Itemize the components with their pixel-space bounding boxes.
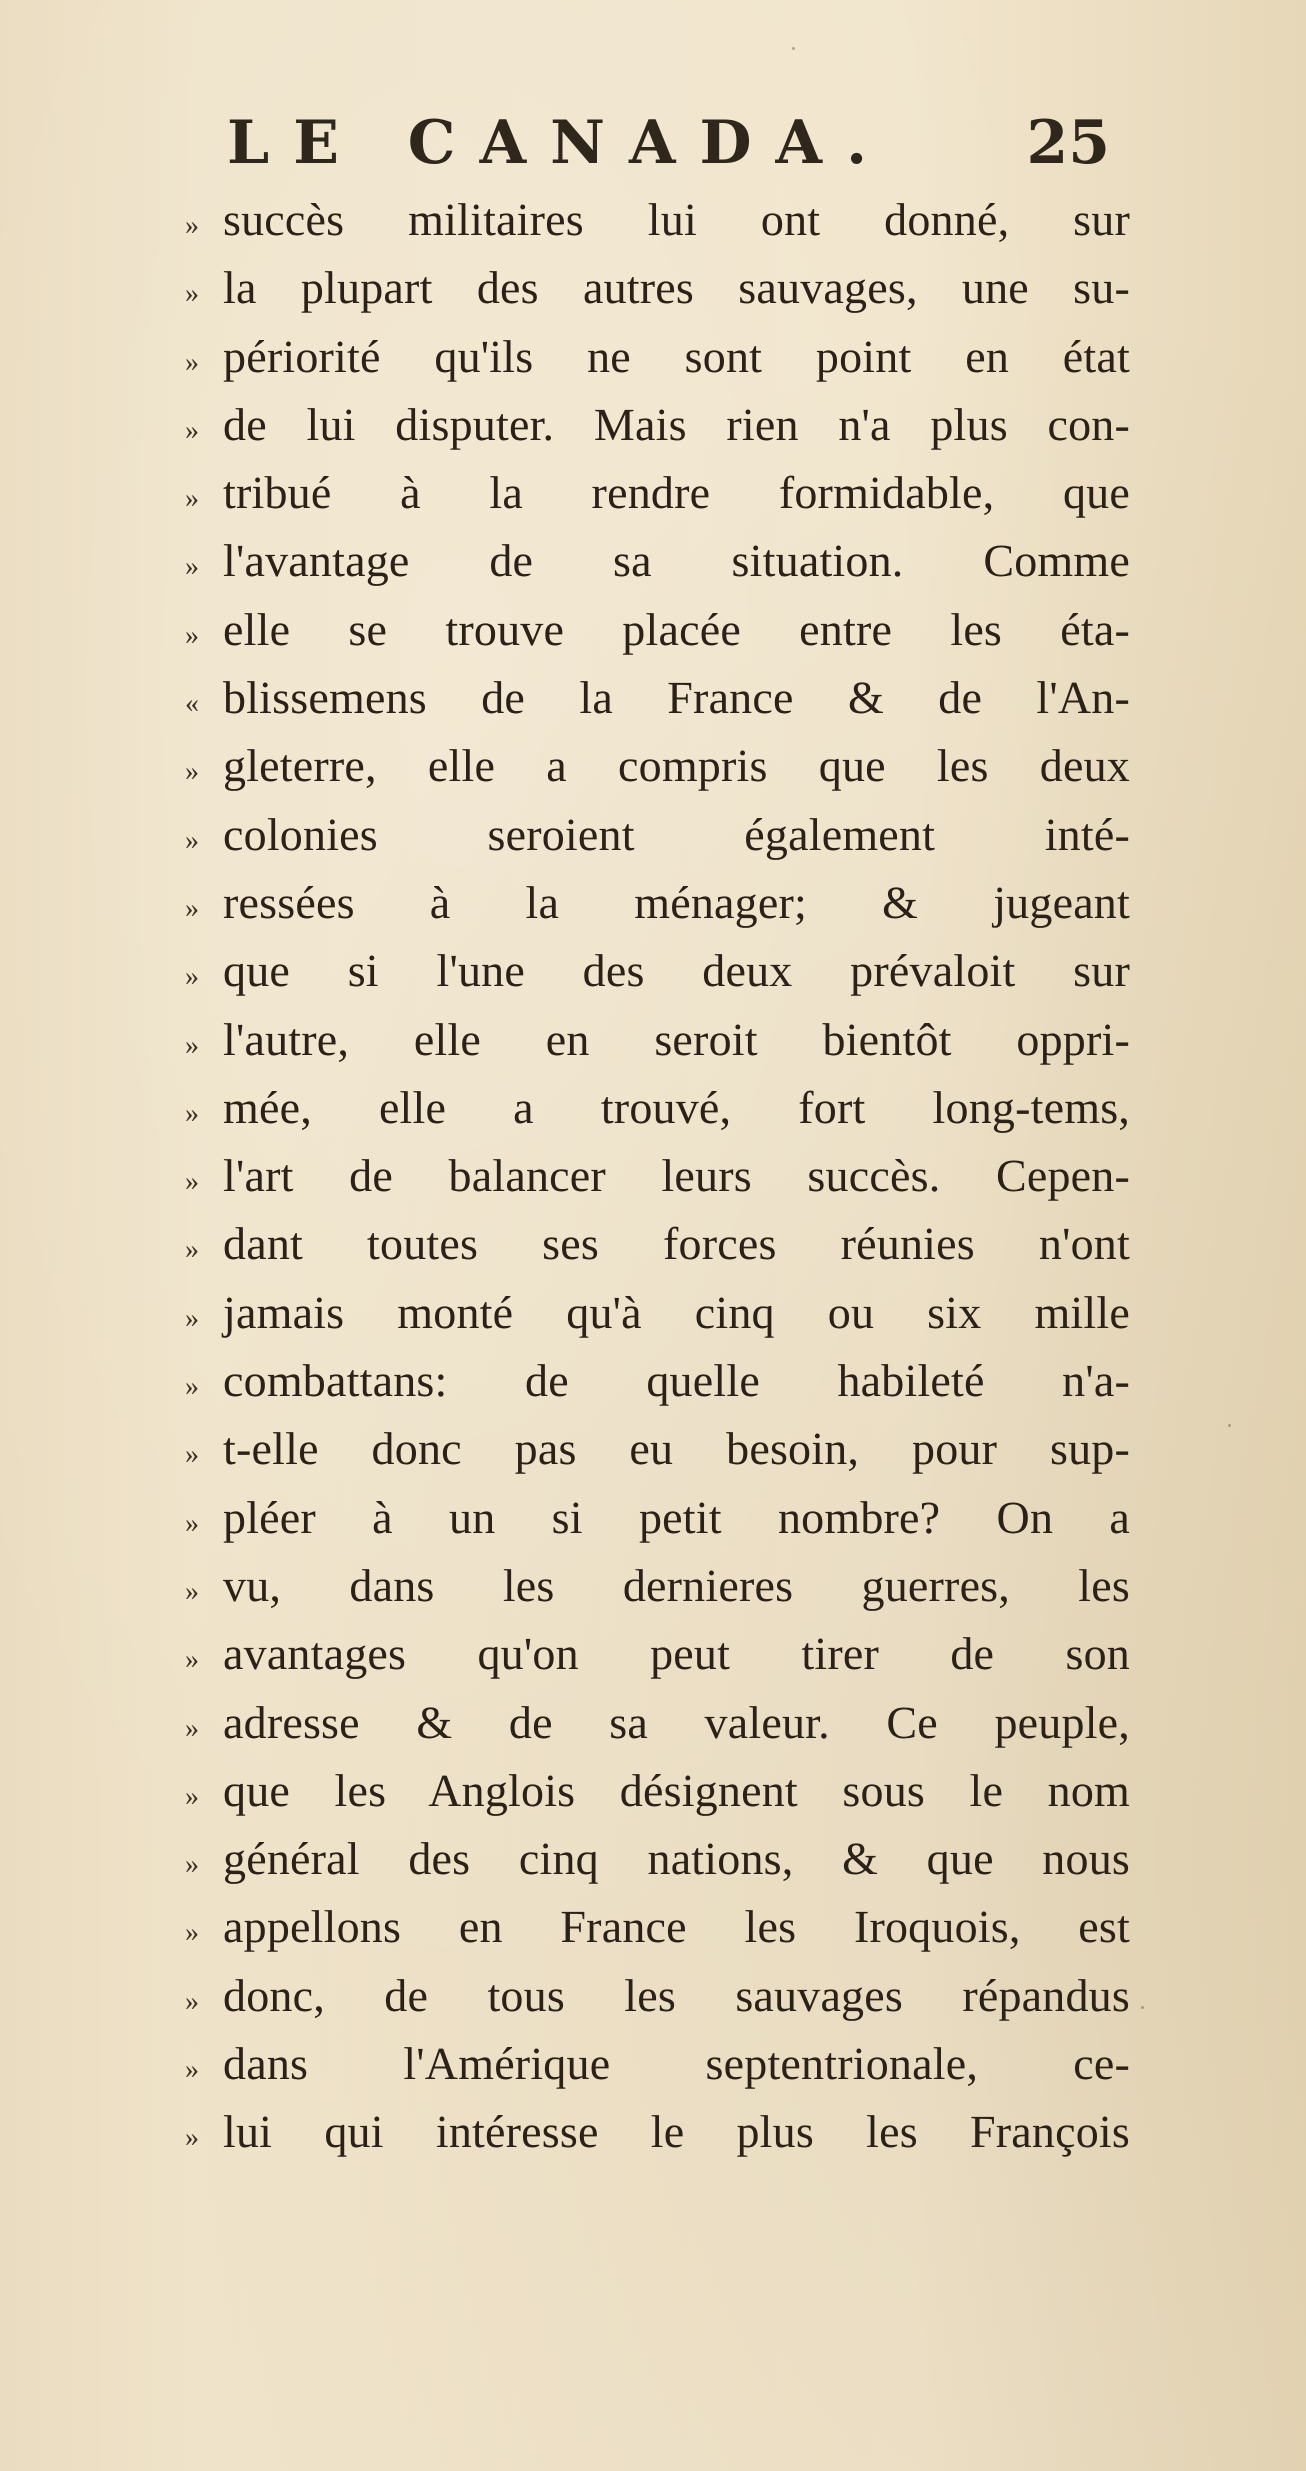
quote-mark: » [185,1302,199,1334]
line-text: colonies seroient également inté- [223,808,1130,860]
quote-mark: » [185,210,199,241]
text-line [175,596,1130,664]
running-title: LE CANADA. [227,108,891,178]
line-text: lui qui intéresse le plus les François [223,2106,1130,2158]
text-line [175,801,1130,869]
line-text: l'avantage de sa situation. Comme [223,535,1130,587]
quote-mark: » [185,619,199,651]
line-text: général des cinq nations, & que nous [223,1833,1130,1885]
text-line [175,1142,1130,1210]
text-line [175,1757,1130,1825]
quote-mark: » [185,1780,199,1812]
quote-mark: » [185,1029,199,1061]
quote-mark: » [185,278,199,310]
quote-mark: » [185,892,199,924]
quote-mark: » [185,1575,199,1607]
quote-mark: » [185,483,199,515]
quote-mark: » [185,1712,199,1744]
line-text: blissemens de la France & de l'An- [223,672,1130,724]
text-line [175,391,1130,459]
quote-mark: » [185,824,199,856]
quote-mark: » [185,1644,199,1676]
quote-mark: » [185,1917,199,1949]
line-text: jamais monté qu'à cinq ou six mille [223,1286,1130,1338]
line-text: tribué à la rendre formidable, que [223,467,1130,519]
text-line [175,1893,1130,1961]
paper-speck [1141,2006,1144,2009]
line-text: adresse & de sa valeur. Ce peuple, [223,1696,1130,1748]
text-line [175,323,1130,391]
line-text: l'art de balancer leurs succès. Cepen- [223,1150,1130,1202]
paper-speck [792,47,795,50]
line-text: vu, dans les dernieres guerres, les [223,1559,1130,1611]
quote-mark: » [185,1234,199,1266]
text-line [175,1347,1130,1415]
page-number: 25 [1026,108,1110,178]
quote-mark: » [185,414,199,446]
text-line [175,1415,1130,1483]
text-line [175,732,1130,800]
text-line [175,186,1130,254]
quote-mark: » [185,961,199,993]
text-line [175,1620,1130,1688]
quote-mark: » [185,1371,199,1403]
text-line [175,254,1130,322]
line-text: que les Anglois désignent sous le nom [223,1764,1130,1816]
line-text: de lui disputer. Mais rien n'a plus con- [223,398,1130,450]
line-text: avantages qu'on peut tirer de son [223,1628,1130,1680]
quote-mark: » [185,756,199,788]
line-text: gleterre, elle a compris que les deux [223,740,1130,792]
text-line [175,2098,1130,2166]
text-line [175,459,1130,527]
quote-mark: » [185,1439,199,1471]
line-text: que si l'une des deux prévaloit sur [223,945,1130,997]
quote-mark: » [185,551,199,583]
paper-speck [1228,1424,1231,1427]
line-text: l'autre, elle en seroit bientôt oppri- [223,1013,1130,1065]
quote-mark: » [185,2054,199,2086]
text-line [175,1006,1130,1074]
quote-mark: » [185,2122,199,2154]
text-line [175,2030,1130,2098]
text-line [175,664,1130,732]
text-line [175,1210,1130,1278]
page-header [170,108,1126,184]
body-text [175,186,1130,2167]
line-text: périorité qu'ils ne sont point en état [223,330,1130,382]
line-text: dans l'Amérique septentrionale, ce- [223,2038,1130,2090]
line-text: donc, de tous les sauvages répandus [223,1969,1130,2021]
text-line [175,1279,1130,1347]
text-line [175,1074,1130,1142]
quote-mark: » [185,1166,199,1198]
text-line [175,1689,1130,1757]
line-text: ressées à la ménager; & jugeant [223,876,1130,928]
line-text: succès militaires lui ont donné, sur [223,194,1130,245]
line-text: la plupart des autres sauvages, une su- [223,262,1130,314]
quote-mark: » [185,1849,199,1881]
text-line [175,1552,1130,1620]
line-text: pléer à un si petit nombre? On a [223,1491,1130,1543]
line-text: t-elle donc pas eu besoin, pour sup- [223,1423,1130,1475]
text-line [175,869,1130,937]
quote-mark: » [185,1507,199,1539]
quote-mark: » [185,1985,199,2017]
text-line [175,1962,1130,2030]
text-line [175,1484,1130,1552]
text-line [175,1825,1130,1893]
line-text: elle se trouve placée entre les éta- [223,603,1130,655]
text-line [175,527,1130,595]
quote-mark: » [185,346,199,378]
quote-mark: « [185,688,199,720]
text-line [175,937,1130,1005]
quote-mark: » [185,1097,199,1129]
line-text: mée, elle a trouvé, fort long-tems, [223,1081,1130,1133]
line-text: dant toutes ses forces réunies n'ont [223,1218,1130,1270]
line-text: combattans: de quelle habileté n'a- [223,1355,1130,1407]
line-text: appellons en France les Iroquois, est [223,1901,1130,1953]
